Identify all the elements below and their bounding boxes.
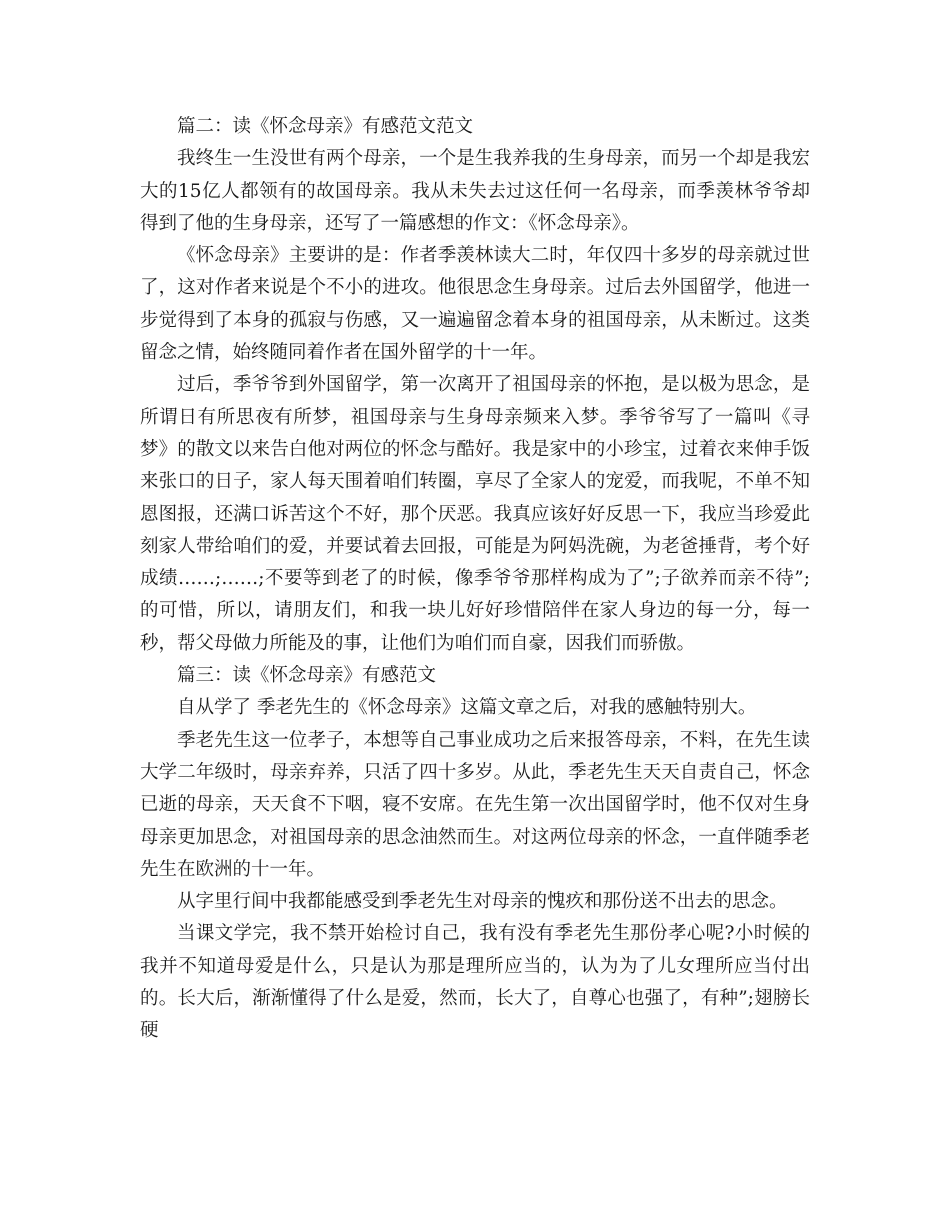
section2-paragraph-3: 过后，季爷爷到外国留学，第一次离开了祖国母亲的怀抱，是以极为思念，是所谓日有所思夜有所梦，祖国母亲与生身母亲频来入梦。季爷爷写了一篇叫《寻梦》的散文以来告白他对两位的怀念与酷好。我是家中的小珍宝，过着衣来伸手饭来张口的日子，家人每天围着咱们转圈，享尽了全家人的宠爱，而我呢，不单不知恩图报，还满口诉苦这个不好，那个厌恶。我真应该好好反思一下，我应当珍爱此刻家人带给咱们的爱，并要试着去回报，可能是为阿妈洗碗，为老爸捶背，考个好成绩……;……;不要等到老了的时候，像季爷爷那样构成为了”;子欲养而亲不待”;的可惜，所以，请朋友们，和我一块儿好好珍惜陪伴在家人身边的每一分，每一秒，帮父母做力所能及的事，让他们为咱们而自豪，因我们而骄傲。 — [140, 374, 810, 654]
section2-paragraph-2: 《怀念母亲》主要讲的是：作者季羡林读大二时，年仅四十多岁的母亲就过世了，这对作者来说是个不小的进攻。他很思念生身母亲。过后去外国留学，他进一步觉得到了本身的孤寂与伤感，又一遍遍留念着本身的祖国母亲，从未断过。这类留念之情，始终随同着作者在国外留学的十一年。 — [140, 245, 810, 364]
section2-title: 篇二：读《怀念母亲》有感范文范文 — [177, 116, 474, 137]
document-page — [140, 111, 810, 1048]
section3-paragraph-3: 从字里行间中我都能感受到季老先生对母亲的愧疚和那份送不出去的思念。 — [177, 891, 788, 913]
section3-paragraph-4: 当课文学完，我不禁开始检讨自己，我有没有季老先生那份孝心呢?小时候的我并不知道母爱是什么，只是认为那是理所应当的，认为为了儿女理所应当付出的。长大后，渐渐懂得了什么是爱，然而，长大了，自尊心也强了，有种”;翅膀长硬 — [140, 923, 810, 1042]
section2-paragraph-1: 我终生一生没世有两个母亲，一个是生我养我的生身母亲，而另一个却是我宏大的15亿人都领有的故国母亲。我从未失去过这任何一名母亲，而季羡林爷爷却得到了他的生身母亲，还写了一篇感想的作文：《怀念母亲》。 — [140, 148, 810, 234]
section3-paragraph-1: 自从学了 季老先生的《怀念母亲》这篇文章之后，对我的感触特别大。 — [177, 697, 757, 719]
section3-paragraph-2: 季老先生这一位孝子，本想等自己事业成功之后来报答母亲，不料，在先生读大学二年级时，母亲弃养，只活了四十多岁。从此，季老先生天天自责自己，怀念已逝的母亲，天天食不下咽，寝不安席。在先生第一次出国留学时，他不仅对生身母亲更加思念，对祖国母亲的思念油然而生。对这两位母亲的怀念，一直伴随季老先生在欧洲的十一年。 — [140, 729, 810, 880]
section3-title: 篇三：读《怀念母亲》有感范文 — [177, 665, 437, 687]
